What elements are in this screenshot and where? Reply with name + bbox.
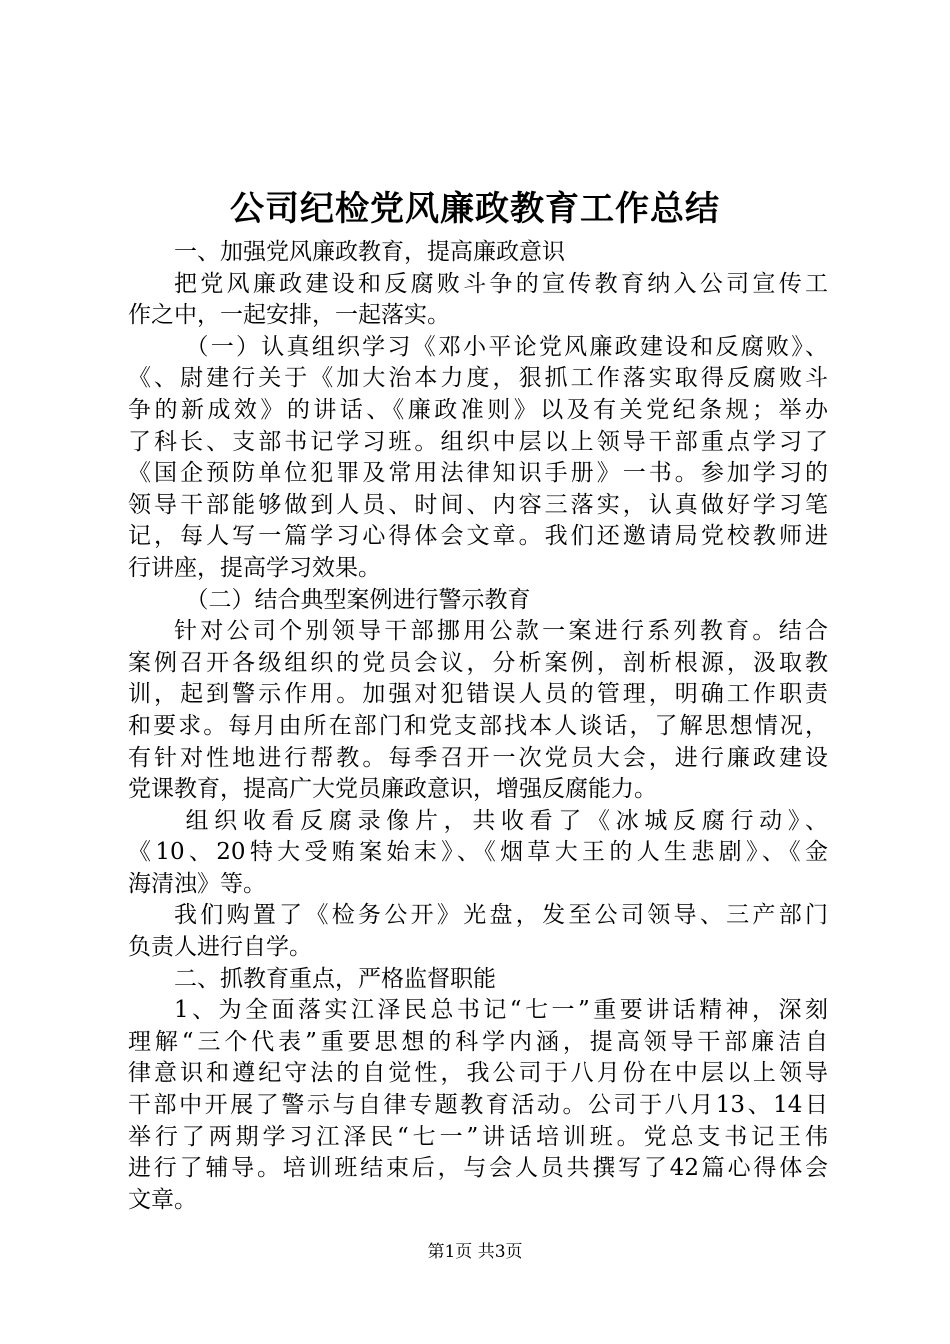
text-line: 干部中开展了警示与自律专题教育活动。公司于八月13、14日 bbox=[128, 1092, 828, 1119]
text-line: 训，起到警示作用。加强对犯错误人员的管理，明确工作职责 bbox=[128, 681, 828, 708]
text-line: 一、加强党风廉政教育，提高廉政意识 bbox=[174, 239, 565, 265]
text-line: 律意识和遵纪守法的自觉性，我公司于八月份在中层以上领导 bbox=[128, 1060, 828, 1087]
text-line: 1、为全面落实江泽民总书记“七一”重要讲话精神，深刻 bbox=[174, 997, 828, 1024]
text-line: 案例召开各级组织的党员会议，分析案例，剖析根源，汲取教 bbox=[128, 649, 828, 676]
text-line: 党课教育，提高广大党员廉政意识，增强反腐能力。 bbox=[128, 776, 657, 803]
text-line: 针对公司个别领导干部挪用公款一案进行系列教育。结合 bbox=[174, 618, 828, 645]
text-line: 作之中，一起安排，一起落实。 bbox=[128, 302, 450, 329]
text-line: 我们购置了《检务公开》光盘，发至公司领导、三产部门 bbox=[174, 902, 828, 929]
text-line: 领导干部能够做到人员、时间、内容三落实，认真做好学习笔 bbox=[128, 491, 828, 518]
text-line: 负责人进行自学。 bbox=[128, 934, 312, 961]
text-line: 文章。 bbox=[128, 1186, 197, 1213]
text-line: 举行了两期学习江泽民“七一”讲话培训班。党总支书记王伟 bbox=[128, 1123, 828, 1150]
text-line: （一）认真组织学习《邓小平论党风廉政建设和反腐败》、 bbox=[185, 333, 828, 360]
text-line: 和要求。每月由所在部门和党支部找本人谈话，了解思想情况， bbox=[128, 712, 828, 739]
text-line: 争的新成效》的讲话、《廉政准则》以及有关党纪条规；举办 bbox=[128, 396, 828, 423]
text-line: 组织收看反腐录像片，共收看了《冰城反腐行动》、 bbox=[185, 807, 828, 834]
document-title: 公司纪检党风廉政教育工作总结 bbox=[230, 189, 720, 229]
page-footer: 第1页 共3页 bbox=[427, 1242, 523, 1262]
text-line: 有针对性地进行帮教。每季召开一次党员大会，进行廉政建设 bbox=[128, 744, 828, 771]
text-line: （二）结合典型案例进行警示教育 bbox=[185, 586, 531, 613]
text-line: 进行了辅导。培训班结束后，与会人员共撰写了42篇心得体会 bbox=[128, 1155, 828, 1182]
text-line: 把党风廉政建设和反腐败斗争的宣传教育纳入公司宣传工 bbox=[174, 270, 828, 297]
text-line: 《10、20特大受贿案始末》、《烟草大王的人生悲剧》、《金 bbox=[128, 839, 828, 866]
text-line: 理解“三个代表”重要思想的科学内涵，提高领导干部廉洁自 bbox=[128, 1028, 828, 1055]
text-line: 行讲座，提高学习效果。 bbox=[128, 554, 381, 581]
text-line: 二、抓教育重点，严格监督职能 bbox=[174, 965, 496, 992]
text-line: 记，每人写一篇学习心得体会文章。我们还邀请局党校教师进 bbox=[128, 523, 828, 550]
text-line: 海清浊》等。 bbox=[128, 870, 266, 897]
document-body bbox=[128, 237, 828, 1216]
text-line: 了科长、支部书记学习班。组织中层以上领导干部重点学习了 bbox=[128, 428, 828, 455]
text-line: 《国企预防单位犯罪及常用法律知识手册》一书。参加学习的 bbox=[128, 460, 828, 487]
text-line: 《、尉建行关于《加大治本力度，狠抓工作落实取得反腐败斗 bbox=[128, 365, 828, 392]
